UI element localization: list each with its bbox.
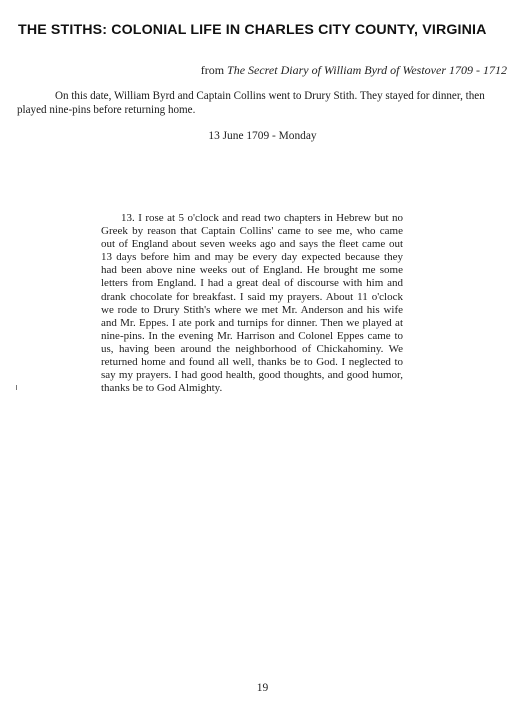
page-number: 19 — [256, 682, 269, 694]
diary-entry: 13. I rose at 5 o'clock and read two chapters in Hebrew but no Greek by reason that Captain Collins' came to see me, who came out of England about seven weeks ago and says the fleet came out 13 days before him and may be every day expected because they had been above nine weeks out of England. He brought me some letters from England. I had a great deal of discourse with him and drank chocolate for breakfast. I said my prayers. About 11 o'clock we rode to Drury Stith's where we met Mr. Anderson and his wife and Mr. Eppes. I ate pork and turnips for dinner. Then we played at nine-pins. In the evening Mr. Harrison and Colonel Eppes came to us, having been around the neighborhood of Chickahominy. We returned home and found all well, thanks be to God. I neglected to say my prayers. I had good health, good thoughts, and good humor, thanks be to God Almighty. — [101, 212, 403, 395]
source-prefix: from — [200, 63, 225, 77]
source-work-title: The Secret Diary of William Byrd of Westover 1709 - 1712 — [227, 63, 507, 77]
source-citation — [201, 63, 507, 78]
intro-paragraph: On this date, William Byrd and Captain Collins went to Drury Stith. They stayed for dinner, then played nine-pins before returning home. — [17, 90, 485, 116]
entry-date: 13 June 1709 - Monday — [208, 130, 317, 142]
scan-mark — [16, 385, 17, 390]
page-title: THE STITHS: COLONIAL LIFE IN CHARLES CITY COUNTY, VIRGINIA — [18, 22, 487, 38]
